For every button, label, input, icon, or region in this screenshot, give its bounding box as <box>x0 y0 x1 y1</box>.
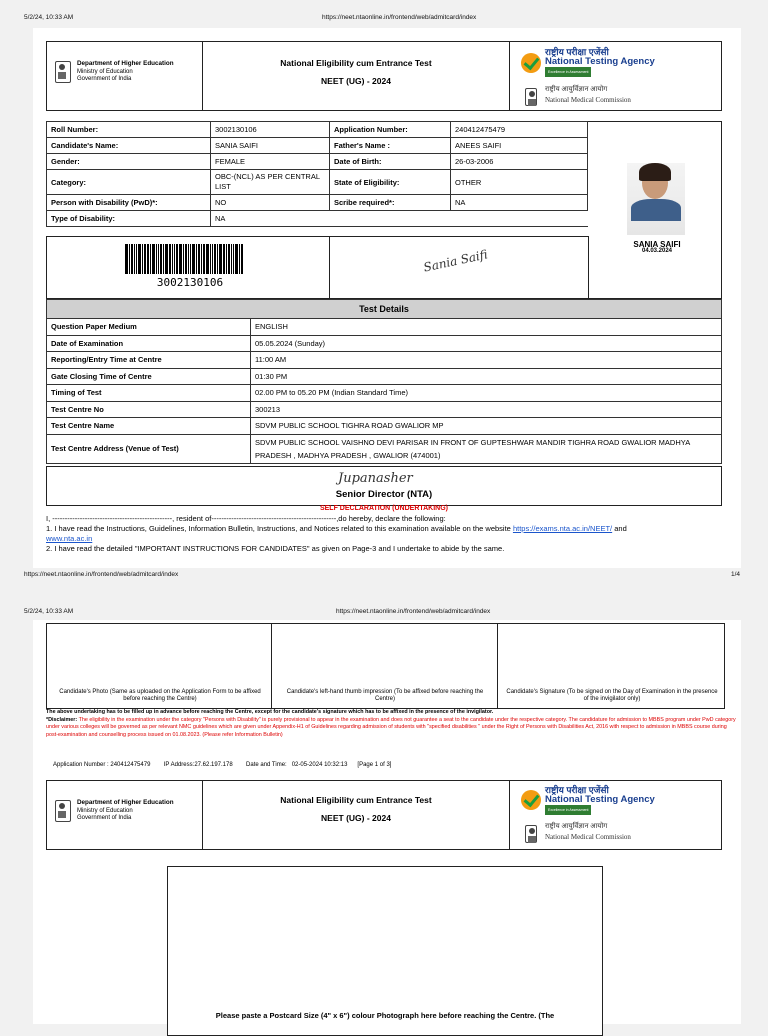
disclaimer-label: *Disclaimer: <box>46 717 78 723</box>
value-app-no: 240412475479 <box>451 122 588 138</box>
barcode-bar <box>163 244 164 274</box>
exam-title-block <box>203 54 509 90</box>
barcode-bar <box>228 244 230 274</box>
test-detail-row <box>47 385 722 402</box>
value-gender: FEMALE <box>211 154 330 170</box>
director-title: Senior Director (NTA) <box>335 489 433 500</box>
barcode-bar <box>198 244 200 274</box>
declaration-and: and <box>614 524 627 533</box>
barcode-bar <box>185 244 187 274</box>
candidate-photo <box>627 163 685 235</box>
barcode-bar <box>136 244 137 274</box>
value-father: ANEES SAIFI <box>451 138 588 154</box>
barcode-bar <box>138 244 141 274</box>
declaration-text <box>46 514 736 554</box>
test-detail-label: Test Centre Name <box>47 418 251 435</box>
value-scribe: NA <box>451 195 588 211</box>
barcode-bar <box>219 244 222 274</box>
label-roll: Roll Number: <box>47 122 211 138</box>
value-state: OTHER <box>451 170 588 195</box>
nta-english-2: National Testing Agency <box>545 794 655 805</box>
barcode-bar <box>131 244 133 274</box>
exam-subtitle-2: NEET (UG) - 2024 <box>321 813 391 823</box>
admit-card-header-2 <box>46 780 722 850</box>
test-detail-label: Gate Closing Time of Centre <box>47 368 251 385</box>
barcode-text: 3002130106 <box>156 276 224 289</box>
nta-hindi: राष्ट्रीय परीक्षा एजेंसी <box>545 47 609 57</box>
test-detail-label: Question Paper Medium <box>47 319 251 336</box>
barcode-bar <box>206 244 209 274</box>
value-dob: 26-03-2006 <box>451 154 588 170</box>
thumb-caption: Candidate's left-hand thumb impression (To be affixed before reaching the Centre) <box>286 689 484 702</box>
test-detail-value: SDVM PUBLIC SCHOOL VAISHNO DEVI PARISAR IN FRONT OF GUPTESHWAR MANDIR TIGHRA ROAD GWALIOR MADHYA PRADESH , MADHYA PRADESH , GWALIOR (474001) <box>251 434 722 463</box>
ministry-block <box>55 60 174 84</box>
footer-url[interactable]: https://neet.ntaonline.in/frontend/web/admitcard/index <box>24 571 179 578</box>
barcode-bar <box>176 244 178 274</box>
barcode-bar <box>142 244 143 274</box>
nmc-english: National Medical Commission <box>545 96 631 104</box>
label-disability: Type of Disability: <box>47 211 211 227</box>
barcode-bar <box>134 244 135 274</box>
sign-caption: Candidate's Signature (To be signed on the Day of Examination in the presence of the invigilator only) <box>506 689 718 702</box>
nmc-emblem-icon <box>525 825 537 843</box>
exam-title-block-2 <box>203 791 509 827</box>
nta-english: National Testing Agency <box>545 56 655 67</box>
nta-tagline: Excellence in Assessment <box>545 67 591 77</box>
barcode-bar <box>169 244 171 274</box>
emblem-icon <box>55 61 71 83</box>
print-url[interactable]: https://neet.ntaonline.in/frontend/web/admitcard/index <box>322 14 477 21</box>
barcode-bar <box>201 244 202 274</box>
print-date: 5/2/24, 10:33 AM <box>24 14 74 21</box>
barcode-bar <box>158 244 159 274</box>
test-detail-value: SDVM PUBLIC SCHOOL TIGHRA ROAD GWALIOR MP <box>251 418 722 435</box>
test-detail-row <box>47 352 722 369</box>
test-detail-value: 02.00 PM to 05.20 PM (Indian Standard Time) <box>251 385 722 402</box>
barcode-bar <box>231 244 232 274</box>
nmc-english-2: National Medical Commission <box>545 833 631 841</box>
value-category: OBC-(NCL) AS PER CENTRAL LIST <box>211 170 330 195</box>
ministry-name-2: Ministry of Education <box>77 807 133 814</box>
barcode-bar <box>129 244 130 274</box>
barcode-bar <box>214 244 216 274</box>
nmc-hindi-2: राष्ट्रीय आयुर्विज्ञान आयोग <box>545 822 608 830</box>
test-detail-row <box>47 335 722 352</box>
nta-block-2 <box>545 785 655 815</box>
ministry-name: Ministry of Education <box>77 68 133 75</box>
test-detail-label: Reporting/Entry Time at Centre <box>47 352 251 369</box>
barcode-bar <box>165 244 168 274</box>
test-detail-row <box>47 319 722 336</box>
exam-subtitle: NEET (UG) - 2024 <box>321 76 391 86</box>
nta-logo-icon <box>521 53 541 73</box>
postcard-instruction: Please paste a Postcard Size (4" x 6") colour Photograph here before reaching the Centre. (The <box>215 1011 555 1020</box>
barcode-bar <box>233 244 234 274</box>
barcode-bar <box>150 244 151 274</box>
test-detail-value: 300213 <box>251 401 722 418</box>
barcode-bar <box>190 244 191 274</box>
barcode-bar <box>160 244 162 274</box>
nmc-hindi: राष्ट्रीय आयुर्विज्ञान आयोग <box>545 85 608 93</box>
barcode-bar <box>235 244 238 274</box>
photo-caption-name: SANIA SAIFI <box>633 240 681 249</box>
barcode-bar <box>217 244 218 274</box>
test-detail-value: 11:00 AM <box>251 352 722 369</box>
barcode-bar <box>192 244 195 274</box>
barcode-bar <box>125 244 128 274</box>
exam-title-2: National Eligibility cum Entrance Test <box>280 795 432 805</box>
dept-name-2: Department of Higher Education <box>77 799 174 806</box>
test-details-heading: Test Details <box>46 299 722 319</box>
barcode-bar <box>203 244 205 274</box>
govt-name-2: Government of India <box>77 815 132 821</box>
declaration-line-1 <box>46 524 736 534</box>
self-declaration-title: SELF DECLARATION (UNDERTAKING) <box>319 505 449 512</box>
test-detail-label: Test Centre No <box>47 401 251 418</box>
page-number: 1/4 <box>731 571 741 578</box>
photo-caption: Candidate's Photo (Same as uploaded on the Application Form to be affixed before reaching the Centre) <box>59 689 261 702</box>
value-disability: NA <box>211 211 588 227</box>
barcode-bar <box>183 244 184 274</box>
undertaking-note: The above undertaking has to be filled up in advance before reaching the Centre, except for the candidate's signature which has to be affixed in the presence of the invigilator. <box>46 709 494 715</box>
barcode-bar <box>226 244 227 274</box>
barcode-bar <box>156 244 157 274</box>
exam-title: National Eligibility cum Entrance Test <box>280 58 432 68</box>
candidate-details-table <box>46 121 588 227</box>
barcode-bar <box>174 244 175 274</box>
ministry-block-2 <box>55 799 174 823</box>
barcode-bar <box>241 244 243 274</box>
label-dob: Date of Birth: <box>330 154 451 170</box>
label-state: State of Eligibility: <box>330 170 451 195</box>
application-meta: Application Number : 240412475479 IP Address:27.62.197.178 Date and Time: 02-05-2024 10:32:13 [Page 1 of 3] <box>53 762 392 768</box>
barcode-bar <box>223 244 225 274</box>
value-name: SANIA SAIFI <box>211 138 330 154</box>
nta-tagline-2: Excellence in Assessment <box>545 805 591 815</box>
value-pwd: NO <box>211 195 330 211</box>
nmc-block-2 <box>545 821 631 843</box>
photo-caption-date: 04.03.2024 <box>641 248 673 254</box>
label-gender: Gender: <box>47 154 211 170</box>
disclaimer-text: The eligibility in the examination under the category "Persons with Disability" is purely provisional to appear in the examination and does not guarantee a seat to the candidate under the respective category. The candidature for admission to MBBS program under PwD category under various colleges will be governed as per relevant NMC guidelines which are given under Appendix-H1 of Guidelines regarding admission of students with "specified disabilities " under the Right of Persons with Disabilities Act, 2016 with respect to admission in MBBS course during post-examination and counselling process issued on 01.08.2023. (Please refer Information Bulletin) <box>46 717 736 738</box>
barcode-bar <box>188 244 189 274</box>
nmc-block <box>545 84 631 106</box>
barcode-bar <box>212 244 213 274</box>
barcode-bar <box>152 244 155 274</box>
declaration-line-0: I, ------------------------------------------------, resident of--------------------------------------------------,do hereby, declare the following: <box>46 514 446 523</box>
test-detail-row <box>47 401 722 418</box>
test-detail-label: Timing of Test <box>47 385 251 402</box>
test-details-table <box>46 318 722 464</box>
nta-hindi-2: राष्ट्रीय परीक्षा एजेंसी <box>545 785 609 795</box>
label-scribe: Scribe required*: <box>330 195 451 211</box>
label-app-no: Application Number: <box>330 122 451 138</box>
label-category: Category: <box>47 170 211 195</box>
test-detail-label: Test Centre Address (Venue of Test) <box>47 434 251 463</box>
test-detail-value: ENGLISH <box>251 319 722 336</box>
admit-card-header <box>46 41 722 111</box>
admit-card-page-1 <box>33 28 741 568</box>
label-father: Father's Name : <box>330 138 451 154</box>
declaration-line-2: 2. I have read the detailed "IMPORTANT INSTRUCTIONS FOR CANDIDATES" as given on Page-3 and I undertake to abide by the same. <box>46 544 505 553</box>
barcode-bar <box>196 244 197 274</box>
test-detail-row <box>47 368 722 385</box>
barcode-bar <box>172 244 173 274</box>
nta-neet-link[interactable]: https://exams.nta.ac.in/NEET/ <box>512 524 613 533</box>
label-name: Candidate's Name: <box>47 138 211 154</box>
barcode-bar <box>179 244 182 274</box>
test-detail-value: 05.05.2024 (Sunday) <box>251 335 722 352</box>
barcode-bar <box>210 244 211 274</box>
govt-name: Government of India <box>77 76 132 82</box>
admit-card-page-2 <box>33 620 741 1024</box>
nta-block <box>545 47 655 77</box>
test-detail-value: 01:30 PM <box>251 368 722 385</box>
barcode-bar <box>147 244 149 274</box>
dept-name: Department of Higher Education <box>77 60 174 67</box>
barcode-bar <box>239 244 240 274</box>
test-detail-row <box>47 434 722 463</box>
value-roll: 3002130106 <box>211 122 330 138</box>
declaration-line-1-text: 1. I have read the Instructions, Guidelines, Information Bulletin, Instructions, and Notices related to this examination available on the website <box>46 524 511 533</box>
test-detail-label: Date of Examination <box>47 335 251 352</box>
barcode-graphic <box>125 244 244 274</box>
test-detail-row <box>47 418 722 435</box>
director-signature: Jupanasher <box>338 471 413 486</box>
nmc-emblem-icon <box>525 88 537 106</box>
page2-print-date: 5/2/24, 10:33 AM <box>24 608 74 615</box>
barcode-bar <box>144 244 146 274</box>
nta-website-link[interactable]: www.nta.ac.in <box>46 534 93 543</box>
label-pwd: Person with Disability (PwD)*: <box>47 195 211 211</box>
disclaimer <box>46 717 736 739</box>
signature-cell <box>329 236 589 299</box>
emblem-icon <box>55 800 71 822</box>
nta-logo-icon <box>521 790 541 810</box>
candidate-signature: Sania Saifi <box>422 247 489 275</box>
page2-print-url[interactable]: https://neet.ntaonline.in/frontend/web/admitcard/index <box>336 608 491 615</box>
